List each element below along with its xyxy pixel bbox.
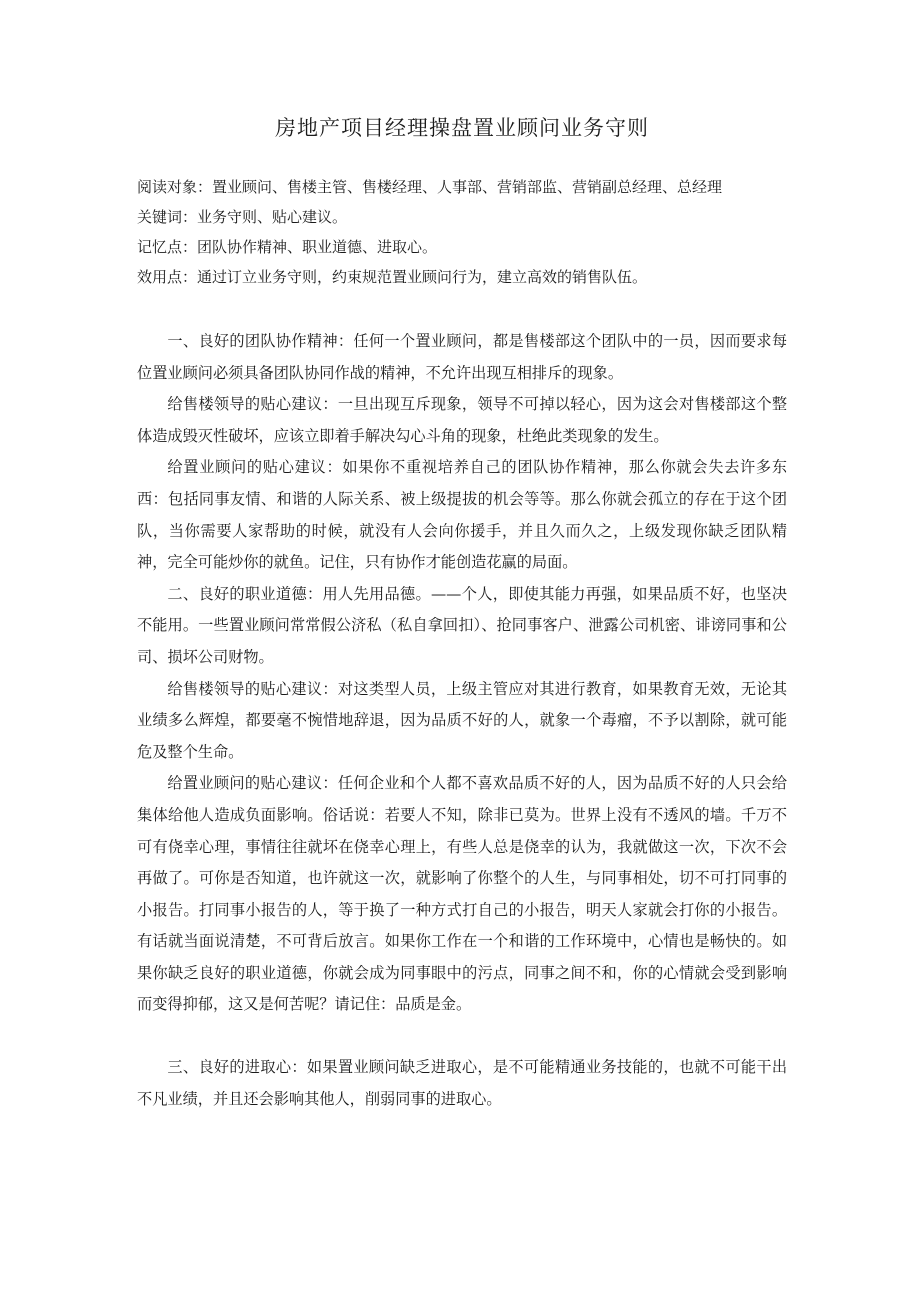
- document-page: [137, 108, 787, 1115]
- advice-leader-teamwork: 给售楼领导的贴心建议：一旦出现互斥现象，领导不可掉以轻心，因为这会对售楼部这个整体造成毁灭性破坏，应该立即着手解决勾心斗角的现象，杜绝此类现象的发生。: [137, 395, 787, 445]
- advice-consultant-teamwork: 给置业顾问的贴心建议：如果你不重视培养自己的团队协作精神，那么你就会失去许多东西：包括同事友情、和谐的人际关系、被上级提拔的机会等等。那么你就会孤立的存在于这个团队，当你需要人家帮助的时候，就没有人会向你援手，并且久而久之，上级发现你缺乏团队精神，完全可能炒你的就鱼。记住，只有协作才能创造花赢的局面。: [137, 458, 787, 572]
- meta-audience: 阅读对象：置业顾问、售楼主管、售楼经理、人事部、营销部监、营销副总经理、总经理: [137, 178, 723, 196]
- document-title: 房地产项目经理操盘置业顾问业务守则: [275, 116, 649, 140]
- section-teamwork: 一、良好的团队协作精神：任何一个置业顾问，都是售楼部这个团队中的一员，因而要求每位置业顾问必须具备团队协同作战的精神，不允许出现互相排斥的现象。: [137, 332, 787, 382]
- meta-memory-points: 记忆点：团队协作精神、职业道德、进取心。: [137, 238, 438, 256]
- document-meta: [137, 172, 787, 292]
- section-ethics: 二、良好的职业道德：用人先用品德。——个人，即使其能力再强，如果品质不好，也坚决不能用。一些置业顾问常常假公济私（私自拿回扣）、抢同事客户、泄露公司机密、诽谤同事和公司、损坏公司财物。: [137, 584, 787, 666]
- advice-consultant-ethics: 给置业顾问的贴心建议：任何企业和个人都不喜欢品质不好的人，因为品质不好的人只会给集体给他人造成负面影响。俗话说：若要人不知，除非已莫为。世界上没有不透风的墙。千万不可有侥幸心理，事情往往就坏在侥幸心理上，有些人总是侥幸的认为，我就做这一次，下次不会再做了。可你是否知道，也许就这一次，就影响了你整个的人生，与同事相处，切不可打同事的小报告。打同事小报告的人，等于换了一种方式打自己的小报告，明天人家就会打你的小报告。有话就当面说清楚，不可背后放言。如果你工作在一个和谐的工作环境中，心情也是畅快的。如果你缺乏良好的职业道德，你就会成为同事眼中的污点，同事之间不和，你的心情就会受到影响而变得抑郁，这又是何苦呢？请记住：品质是金。: [137, 774, 787, 1014]
- meta-keywords: 关键词：业务守则、贴心建议。: [137, 208, 348, 226]
- section-ambition: 三、良好的进取心：如果置业顾问缺乏进取心，是不可能精通业务技能的，也就不可能干出不凡业绩，并且还会影响其他人，削弱同事的进取心。: [137, 1058, 787, 1108]
- meta-effect-points: 效用点：通过订立业务守则，约束规范置业顾问行为，建立高效的销售队伍。: [137, 268, 648, 286]
- document-body: [137, 326, 787, 1115]
- advice-leader-ethics: 给售楼领导的贴心建议：对这类型人员，上级主管应对其进行教育，如果教育无效，无论其业绩多么辉煌，都要毫不惋惜地辞退，因为品质不好的人，就象一个毒瘤，不予以割除，就可能危及整个生命。: [137, 679, 787, 761]
